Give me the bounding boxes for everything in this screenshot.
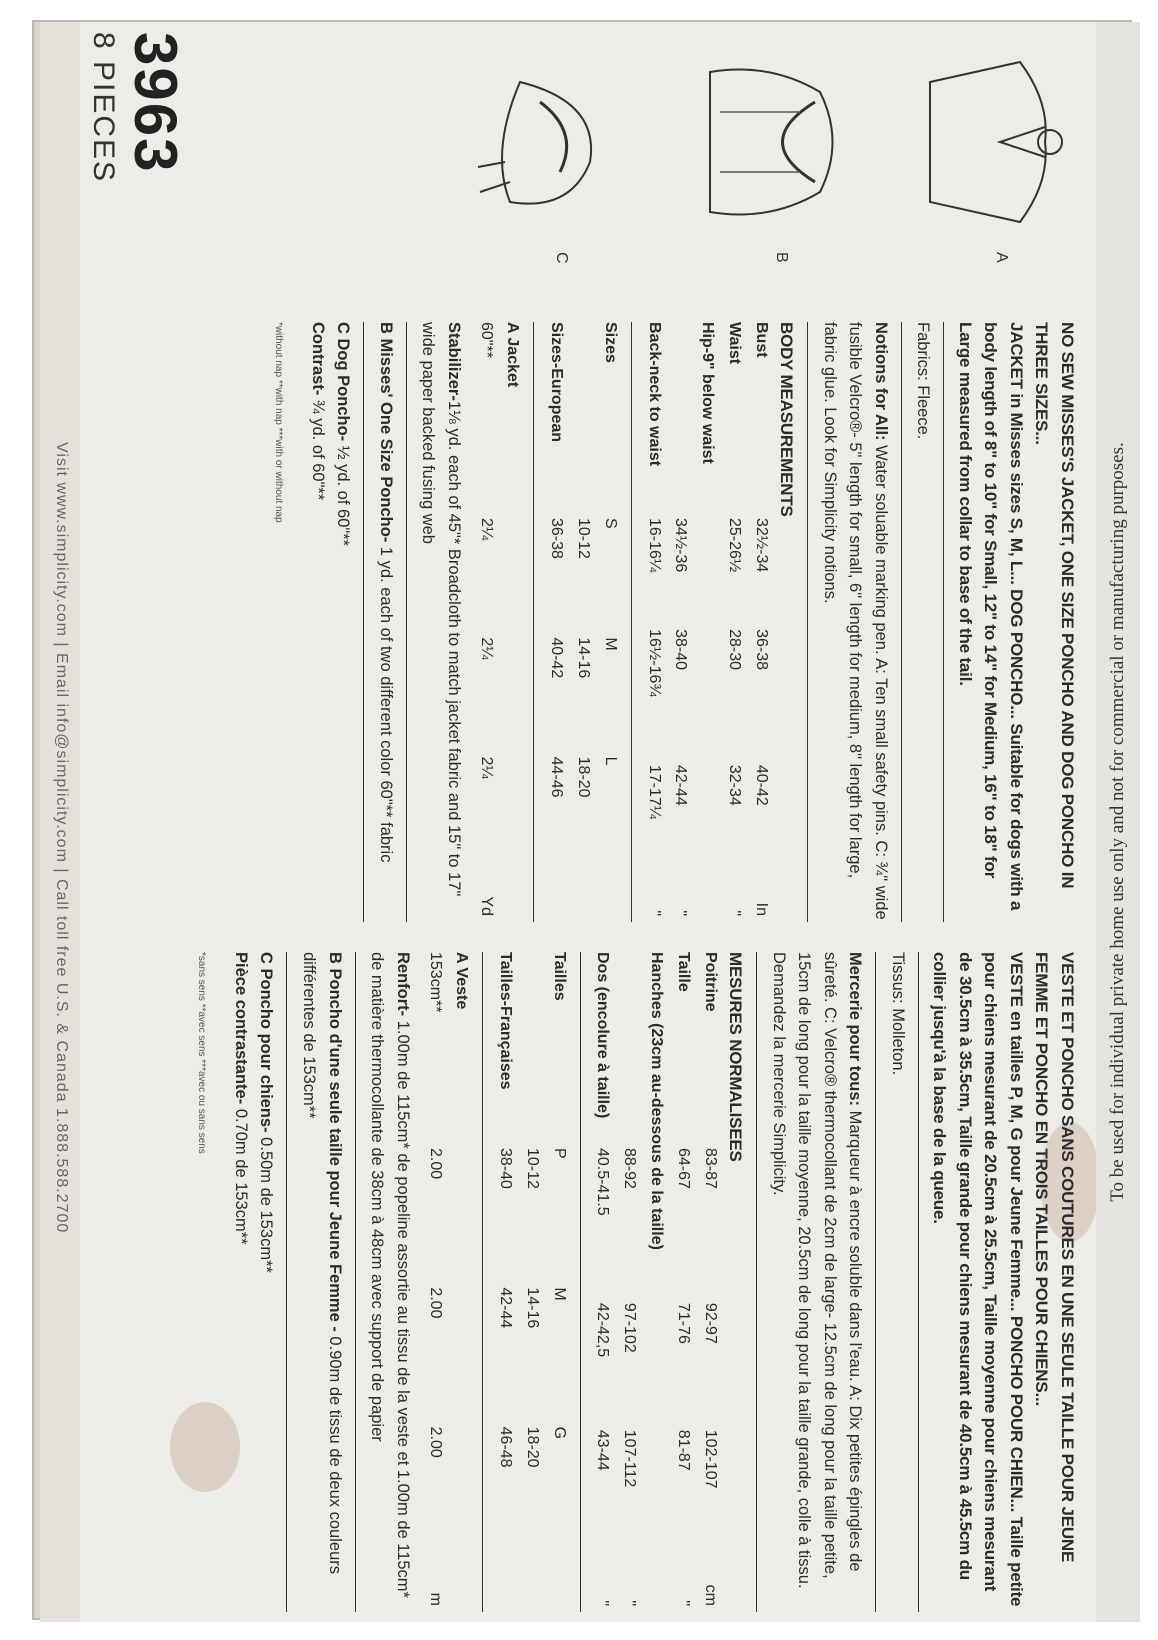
table-row (491, 952, 518, 1612)
piece-value: 0.70m de 153cm** (231, 1104, 250, 1245)
cell: 83-87 (701, 1148, 719, 1189)
divider (918, 952, 919, 1612)
cell: 40-42 (752, 764, 770, 806)
cell: G (550, 1426, 568, 1440)
cell: P (550, 1148, 568, 1159)
unit: In (752, 902, 770, 916)
mercerie-label: Mercerie pour tous: (846, 952, 865, 1107)
table-row (693, 322, 720, 922)
fr-view-c (227, 952, 278, 1612)
row-label: Hanches (23cm au-dessous de la taille) (648, 952, 666, 1250)
unit: " (621, 1600, 639, 1606)
unit: " (672, 910, 690, 916)
cell: 107-112 (621, 1429, 639, 1488)
table-row (499, 322, 526, 922)
fr-footnote: *sans sens **avec sens ***avec ou sans sens (196, 952, 208, 1154)
divider (875, 952, 876, 1612)
row-label: Poitrine (701, 952, 719, 1012)
en-view-b (372, 322, 398, 922)
divider (533, 322, 534, 922)
en-title: NO SEW MISSES'S JACKET, ONE SIZE PONCHO AND DOG PONCHO IN THREE SIZES... (1032, 322, 1077, 889)
view-a-illustration (910, 42, 1080, 242)
cell: 2¼ (477, 518, 495, 541)
cell: 43-44 (594, 1429, 612, 1471)
french-section (60, 952, 1080, 1612)
view-c-illustration (470, 42, 640, 242)
table-row (596, 322, 623, 922)
sizes-label: Sizes (601, 322, 619, 363)
unit: " (674, 1600, 692, 1606)
notions-value: Water soluable marking pen. A: Ten small safety pins. C: ¾" wide fusible Velcro®- 5" length for small, 6" length for medium, 8" length for large, fabric glue. Look for Simplicity notions. (820, 322, 890, 920)
row-label: Taille (674, 952, 692, 992)
table-row (667, 322, 694, 922)
cell: 38-40 (497, 1148, 515, 1189)
eu-label: Sizes-European (548, 322, 566, 443)
cell: 16-16¼ (645, 518, 663, 573)
cell: 36-38 (548, 518, 566, 559)
view-b-value: 1 yd. each of two different color 60"** fabric (376, 542, 395, 863)
cell: 18-20 (523, 1426, 541, 1468)
cell: 10-12 (523, 1148, 541, 1189)
en-description: JACKET in Misses sizes S, M, L... DOG PONCHO... Suitable for dogs with a body length of 8" to 10" for Small, 12" to 14" for Medium, 16" to 18" for Large measured from collar to base of the tail. (956, 322, 1026, 911)
notions-label: Notions for All: (871, 322, 890, 441)
table-row (448, 952, 475, 1612)
en-notions (816, 322, 893, 922)
divider (406, 322, 407, 922)
row-label (667, 322, 694, 518)
cell: 42-42,5 (594, 1302, 612, 1358)
cell: 46-48 (497, 1426, 515, 1468)
renfort-value: 1.00m de 115cm* de popeline assortie au tissu de la veste et 1.00m de 115cm* de matière thermocollante de 38cm à 48cm avec support de papier (368, 952, 412, 1598)
row-label: Bust (752, 322, 770, 358)
footer-contact: Visit www.simplicity.com | Email info@simplicity.com | Call toll free U.S. & Canada 1.888.588.2700 (53, 442, 70, 1234)
divider (944, 322, 945, 922)
cell: 42-44 (497, 1287, 515, 1329)
en-body-heading: BODY MEASUREMENTS (777, 322, 797, 517)
divider (482, 952, 483, 1612)
cell: 71-76 (674, 1302, 692, 1344)
view-b-value: 0.90m de tissu de deux couleurs différentes de 153cm** (300, 952, 344, 1574)
divider (580, 952, 581, 1612)
view-c-heading: C Poncho pour chiens- (257, 952, 276, 1133)
cell: 17-17¼ (645, 764, 663, 820)
fr-renfort (364, 952, 415, 1612)
row-label: Dos (encolure à taille) (594, 952, 612, 1119)
fr-title: VESTE ET PONCHO SANS COUTURES EN UNE SEULE TAILLE POUR JEUNE FEMME ET PONCHO EN TROIS TAILLES POUR CHIENS... (1032, 952, 1077, 1563)
fabrics-label: Fabrics (914, 322, 933, 377)
en-yardage-table (472, 322, 526, 922)
pattern-envelope-back (40, 22, 1140, 1622)
contrast-value: ¾ yd. of 60"** (308, 395, 327, 501)
stabilizer-label: Stabilizer- (444, 322, 463, 401)
cell: 2¼ (477, 637, 495, 660)
cell: 81-87 (674, 1429, 692, 1471)
en-footnote: *without nap **with nap ***with or without nap (272, 322, 284, 523)
fr-label: Tailles-Françaises (497, 952, 515, 1090)
row-label: Back-neck to waist (645, 322, 663, 467)
table-row (589, 952, 616, 1612)
view-b-illustration (690, 42, 860, 242)
en-fabrics (910, 322, 936, 922)
view-c-value: 0.50m de 153cm** (257, 1132, 276, 1273)
stabilizer-value: 1⅛ yd. each of 45"* Broadcloth to match jacket fabric and 15" to 17" wide paper backed fusing web (419, 322, 463, 897)
view-a-heading: A Veste (453, 952, 471, 1010)
view-c-heading: C Dog Poncho- (334, 322, 353, 442)
table-row (720, 322, 747, 922)
table-row (669, 952, 696, 1612)
cell: 2¼ (477, 756, 495, 779)
table-row (569, 322, 596, 922)
cell: 34½-36 (672, 518, 690, 573)
divider (807, 322, 808, 922)
cell: 42-44 (672, 764, 690, 806)
cell: 40.5-41.5 (594, 1148, 612, 1216)
unit: " (725, 910, 743, 916)
cell: M (550, 1287, 568, 1301)
footer-bar (40, 22, 80, 1622)
fabric-width: 153cm** (426, 952, 444, 1013)
piece-label: Pièce contrastante- (231, 952, 250, 1105)
english-section (60, 322, 1080, 922)
divider (756, 952, 757, 1612)
view-b-heading: B Poncho d'une seule taille pour Jeune Femme - (325, 952, 344, 1332)
illustration-column (40, 22, 1080, 322)
table-row (421, 952, 448, 1612)
fr-mercerie (765, 952, 867, 1612)
cell: 14-16 (574, 637, 592, 679)
cell: 36-38 (752, 629, 770, 671)
renfort-label: Renfort- (393, 952, 412, 1017)
fr-yardage-table (421, 952, 475, 1612)
contrast-label: Contrast- (308, 322, 327, 396)
cell: 64-67 (674, 1148, 692, 1189)
view-c-label: C (553, 252, 570, 264)
cell: 32½-34 (752, 518, 770, 573)
divider (631, 322, 632, 922)
fr-view-b (295, 952, 346, 1612)
unit: Yd (477, 896, 495, 916)
row-label (616, 952, 643, 1148)
pattern-number: 3963 (122, 32, 189, 174)
cell: M (601, 637, 619, 651)
cell: 16½-16¾ (645, 629, 663, 697)
row-label: Hip-9" below waist (699, 322, 717, 464)
unit: " (645, 910, 663, 916)
view-a-label: A (993, 252, 1010, 263)
pieces-count: 8 PIECES (87, 32, 120, 184)
cell: 10-12 (574, 518, 592, 559)
cell: 14-16 (523, 1287, 541, 1329)
divider (901, 322, 902, 922)
cell: 2.00 (426, 1426, 444, 1458)
divider (363, 322, 364, 922)
fr-measurements-table (589, 952, 723, 1612)
table-row (545, 952, 572, 1612)
sizes-label: Tailles (550, 952, 568, 1001)
table-row (518, 952, 545, 1612)
mercerie-value: Marqueur à encre soluble dans l'eau. A: Dix petites épingles de sûreté. C: Velcro® thermocollant de 2cm de large- 12.5cm de long pour la taille petite, 15cm de long pour la taille moyenne, 20.5cm de long pour la taille grande, colle à tissu. Demandez la mercerie Simplicity. (769, 952, 865, 1589)
cell: 40-42 (548, 637, 566, 679)
table-row (747, 322, 774, 922)
row-label: Waist (725, 322, 743, 365)
usage-notice: To be used for individual private home use only and not for commercial or manufacturing purposes. (1096, 22, 1140, 1622)
table-row (616, 952, 643, 1612)
unit: cm (701, 1584, 719, 1606)
table-row (696, 952, 723, 1612)
en-measurements-table (640, 322, 774, 922)
fabrics-value: : Fleece. (914, 376, 933, 440)
cell: 92-97 (701, 1302, 719, 1344)
view-a-heading: A Jacket (504, 322, 522, 388)
cell: 88-92 (621, 1148, 639, 1189)
cell: 102-107 (701, 1429, 719, 1489)
unit: m (426, 1592, 444, 1606)
view-b-heading: B Misses' One Size Poncho- (376, 322, 395, 543)
cell: 97-102 (621, 1302, 639, 1353)
cell: 44-46 (548, 756, 566, 798)
divider (355, 952, 356, 1612)
fabric-width: 60"** (477, 322, 495, 358)
cell: 38-40 (672, 629, 690, 671)
view-c-value: ½ yd. of 60"** (334, 441, 353, 547)
cell: 2.00 (426, 1148, 444, 1180)
table-row (472, 322, 499, 922)
table-row (642, 952, 669, 1612)
fr-tissus: Tissus: Molleton. (889, 952, 907, 1076)
unit: " (594, 1600, 612, 1606)
cell: 2.00 (426, 1287, 444, 1319)
en-stabilizer (415, 322, 466, 922)
cell: 18-20 (574, 756, 592, 798)
cell: 28-30 (725, 629, 743, 671)
cell: S (601, 518, 619, 529)
view-b-label: B (773, 252, 790, 263)
table-row (542, 322, 569, 922)
cell: 32-34 (725, 764, 743, 806)
fr-sizes-table (491, 952, 571, 1612)
cell: L (601, 756, 619, 766)
table-row (640, 322, 667, 922)
en-view-c (304, 322, 355, 922)
cell: 25-26½ (725, 518, 743, 573)
fr-body-heading: MESURES NORMALISEES (726, 952, 746, 1162)
divider (286, 952, 287, 1612)
en-sizes-table (542, 322, 622, 922)
fr-description: VESTE en tailles P, M, G pour Jeune Femme... PONCHO POUR CHIEN... Taille petite pour chiens mesurant de 20.5cm à 25.5cm, Taille moyenne pour chiens mesurant de 30.5cm à 35.5cm, Taille grande pour chiens mesurant de 40.5cm à 45.5cm du collier jusqu'à la base de la queue. (930, 952, 1026, 1607)
